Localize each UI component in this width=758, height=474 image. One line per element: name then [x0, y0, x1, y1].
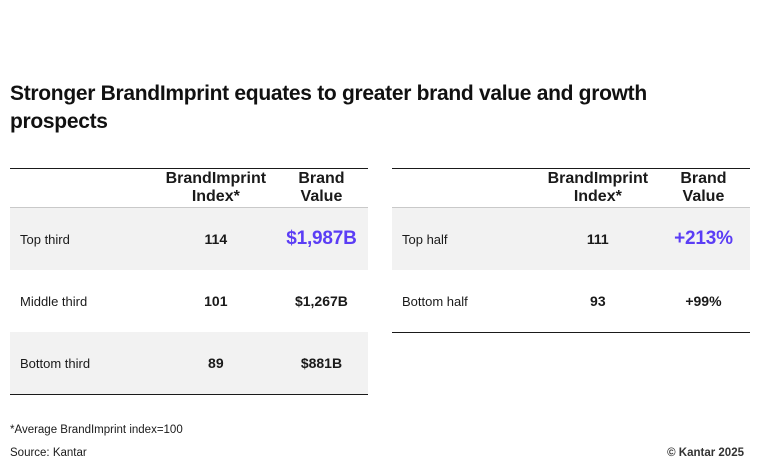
row-index: 89: [157, 332, 275, 395]
row-index: 101: [204, 293, 228, 309]
table-bottom-rule: [10, 395, 368, 396]
source-note: Source: Kantar: [10, 447, 87, 459]
header-label: [10, 169, 157, 208]
row-value-text: $881B: [300, 355, 343, 371]
row-label: Bottom half: [402, 293, 468, 309]
copyright-note: © Kantar 2025: [667, 447, 744, 459]
table-row: [10, 208, 368, 270]
table-row: [392, 208, 750, 270]
table-row: [10, 270, 368, 332]
halves-table-wrapper: [392, 168, 750, 395]
row-index: 93: [590, 293, 606, 309]
header-brandimprint-index: BrandImprint Index*: [165, 170, 267, 205]
header-label: [392, 169, 539, 208]
thirds-table: [10, 168, 368, 395]
halves-table: [392, 168, 750, 333]
row-label: Bottom third: [10, 332, 157, 395]
page-title: Stronger BrandImprint equates to greater brand value and growth prospects: [10, 82, 647, 134]
thirds-table-wrapper: [10, 168, 368, 395]
header-brand-value: Brand Value: [298, 170, 345, 205]
table-row: [10, 332, 368, 395]
header-brandimprint-index: BrandImprint Index*: [547, 170, 649, 205]
row-index: 114: [157, 208, 275, 270]
row-label: Top third: [10, 208, 157, 270]
table-bottom-rule: [392, 333, 750, 334]
row-value-text: $1,987B: [286, 228, 357, 249]
row-value: [275, 208, 368, 270]
row-value: [275, 270, 368, 332]
table-header-row: [10, 169, 368, 208]
table-row: [392, 270, 750, 333]
row-value: [657, 208, 750, 270]
table-header-row: [392, 169, 750, 208]
header-brand-value: Brand Value: [680, 170, 727, 205]
row-value: [657, 270, 750, 333]
row-value: [275, 332, 368, 395]
row-value-text: +99%: [685, 293, 722, 309]
row-value-text: +213%: [674, 228, 733, 249]
row-label: Middle third: [20, 293, 88, 309]
footnote: *Average BrandImprint index=100: [10, 424, 183, 436]
tables-container: [10, 168, 750, 395]
row-value-text: $1,267B: [294, 293, 348, 309]
row-label: Top half: [392, 208, 539, 270]
row-index: 111: [539, 208, 657, 270]
